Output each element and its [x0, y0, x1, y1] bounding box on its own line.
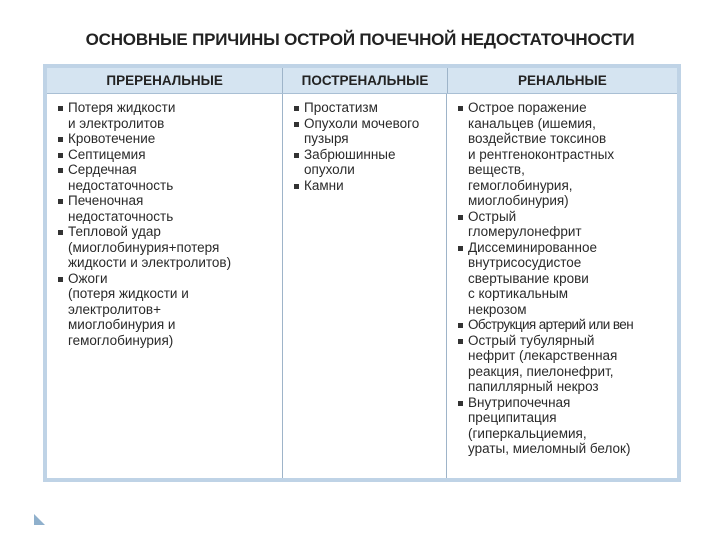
corner-triangle-icon [34, 514, 45, 525]
list-item: Камни [292, 178, 440, 194]
renal-column [447, 94, 677, 478]
postrenal-column [283, 94, 447, 478]
list-item: Простатизм [292, 100, 440, 116]
list-item: Острое поражение канальцев (ишемия, воздействие токсинов и рентгеноконтрастных веществ, гемоглобинурия, миоглобинурия) [456, 100, 671, 209]
list-item: Обструкция артерий или вен [456, 317, 671, 333]
list-item: Потеря жидкости и электролитов [56, 100, 276, 131]
list-item: Сердечная недостаточность [56, 162, 276, 193]
prerenal-list [56, 100, 276, 348]
list-item: Опухоли мочевого пузыря [292, 116, 440, 147]
renal-list [456, 100, 671, 457]
prerenal-column [47, 94, 283, 478]
list-item: Септицемия [56, 147, 276, 163]
list-item: Кровотечение [56, 131, 276, 147]
postrenal-list [292, 100, 440, 193]
list-item: Диссеминированное внутрисосудистое свертывание крови с кортикальным некрозом [456, 240, 671, 318]
table-header-row [47, 68, 677, 94]
page-title: ОСНОВНЫЕ ПРИЧИНЫ ОСТРОЙ ПОЧЕЧНОЙ НЕДОСТАТОЧНОСТИ [85, 30, 635, 49]
header-renal: РЕНАЛЬНЫЕ [517, 73, 607, 88]
list-item: Острый гломерулонефрит [456, 209, 671, 240]
header-prerenal: ПРЕРЕНАЛЬНЫЕ [47, 68, 283, 93]
list-item: Тепловой удар (миоглобинурия+потеря жидкости и электролитов) [56, 224, 276, 271]
causes-table [43, 64, 681, 482]
list-item: Ожоги (потеря жидкости и электролитов+ миоглобинурия и гемоглобинурия) [56, 271, 276, 349]
list-item: Забрюшинные опухоли [292, 147, 440, 178]
header-postrenal: ПОСТРЕНАЛЬНЫЕ [283, 68, 447, 93]
table-inner [47, 68, 677, 478]
table-body-row [47, 94, 677, 478]
list-item: Острый тубулярный нефрит (лекарственная реакция, пиелонефрит, папиллярный некроз [456, 333, 671, 395]
list-item: Внутрипочечная преципитация (гиперкальциемия, ураты, миеломный белок) [456, 395, 671, 457]
list-item: Печеночная недостаточность [56, 193, 276, 224]
